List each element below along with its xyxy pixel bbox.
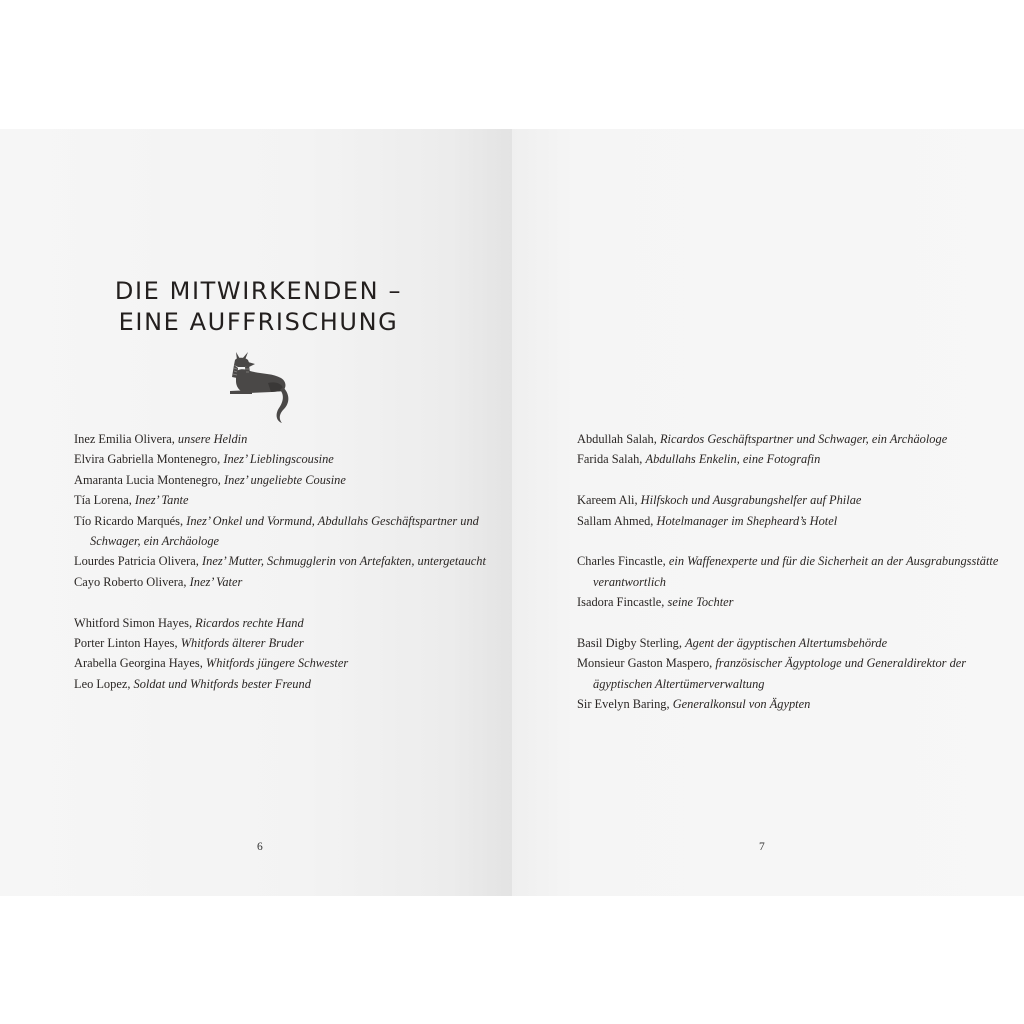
character-description: ein Waffenexperte und für die Sicherheit an der Ausgrabungsstätte verantwortlich xyxy=(593,554,999,589)
character-description: Ricardos Geschäftspartner und Schwager, ein Archäologe xyxy=(659,432,948,446)
character-name: Abdullah Salah, xyxy=(577,432,657,446)
cast-entry xyxy=(577,633,1017,653)
chapter-title-line-2: EINE AUFFRISCHUNG xyxy=(118,308,399,336)
left-page xyxy=(0,129,512,896)
cast-entry xyxy=(74,511,494,552)
character-name: Leo Lopez, xyxy=(74,676,131,691)
page-number-right: 7 xyxy=(759,841,765,853)
character-description: Ricardos rechte Hand xyxy=(195,615,304,630)
cast-entry xyxy=(74,633,494,653)
cast-entry xyxy=(74,449,494,469)
character-description: Agent der ägyptischen Altertumsbehörde xyxy=(685,636,888,651)
cast-entry xyxy=(577,592,1017,612)
book-spread xyxy=(0,129,1024,896)
character-description: Whitfords jüngere Schwester xyxy=(205,656,349,671)
character-description: Inez’ Tante xyxy=(134,493,189,508)
cast-entry xyxy=(74,470,494,490)
character-description: Inez’ ungeliebte Cousine xyxy=(224,472,346,487)
character-description: unsere Heldin xyxy=(177,432,248,446)
character-description: Generalkonsul von Ägypten xyxy=(672,697,811,712)
right-page xyxy=(512,129,1024,896)
cast-entry xyxy=(577,429,1017,449)
cast-list-right xyxy=(577,429,1017,715)
character-name: Porter Linton Hayes, xyxy=(74,636,178,651)
character-name: Kareem Ali, xyxy=(577,493,638,508)
cast-entry xyxy=(577,490,1017,510)
character-name: Farida Salah, xyxy=(577,452,643,467)
character-name: Elvira Gabriella Montenegro, xyxy=(74,452,221,467)
character-name: Monsieur Gaston Maspero, xyxy=(577,656,713,671)
character-description: Soldat und Whitfords bester Freund xyxy=(133,676,311,691)
cast-list-left xyxy=(74,429,494,694)
character-description: Inez’ Mutter, Schmugglerin von Artefakten, untergetaucht xyxy=(202,554,486,569)
character-description: Inez’ Vater xyxy=(189,574,243,589)
character-description: Hotelmanager im Shepheard’s Hotel xyxy=(656,513,838,528)
character-description: Inez’ Lieblingscousine xyxy=(223,452,334,467)
cast-entry xyxy=(577,653,1017,694)
cast-entry xyxy=(577,511,1017,531)
cast-entry xyxy=(577,551,1017,592)
character-name: Cayo Roberto Olivera, xyxy=(74,574,187,589)
character-description: Whitfords älterer Bruder xyxy=(180,636,304,651)
cast-entry xyxy=(74,551,494,571)
character-name: Isadora Fincastle, xyxy=(577,595,665,610)
character-name: Tío Ricardo Marqués, xyxy=(74,513,184,528)
character-name: Basil Digby Sterling, xyxy=(577,636,682,651)
character-description: französischer Ägyptologe und Generaldirektor der ägyptischen Altertümerverwaltung xyxy=(593,656,967,691)
character-name: Inez Emilia Olivera, xyxy=(74,432,175,446)
chapter-title xyxy=(0,276,517,338)
cast-entry xyxy=(74,490,494,510)
character-name: Tía Lorena, xyxy=(74,493,132,508)
cast-entry xyxy=(74,429,494,449)
character-name: Amaranta Lucia Montenegro, xyxy=(74,472,221,487)
cast-entry xyxy=(74,653,494,673)
character-name: Sir Evelyn Baring, xyxy=(577,697,670,712)
character-description: Hilfskoch und Ausgrabungshelfer auf Philae xyxy=(640,493,862,508)
character-name: Charles Fincastle, xyxy=(577,554,666,569)
character-description: Abdullahs Enkelin, eine Fotografin xyxy=(645,452,821,467)
page-number-left: 6 xyxy=(257,841,263,853)
chapter-title-line-1: DIE MITWIRKENDEN – xyxy=(114,277,403,305)
character-description: seine Tochter xyxy=(667,595,734,610)
cast-entry xyxy=(577,449,1017,469)
character-name: Whitford Simon Hayes, xyxy=(74,615,193,630)
character-name: Sallam Ahmed, xyxy=(577,513,654,528)
cast-entry xyxy=(74,613,494,633)
character-name: Arabella Georgina Hayes, xyxy=(74,656,203,671)
cast-entry xyxy=(577,694,1017,714)
cast-entry xyxy=(74,572,494,592)
character-name: Lourdes Patricia Olivera, xyxy=(74,554,199,569)
sphinx-jackal-icon xyxy=(228,351,292,425)
character-description: Inez’ Onkel und Vormund, Abdullahs Geschäftspartner und Schwager, ein Archäologe xyxy=(90,513,479,549)
cast-entry xyxy=(74,674,494,694)
